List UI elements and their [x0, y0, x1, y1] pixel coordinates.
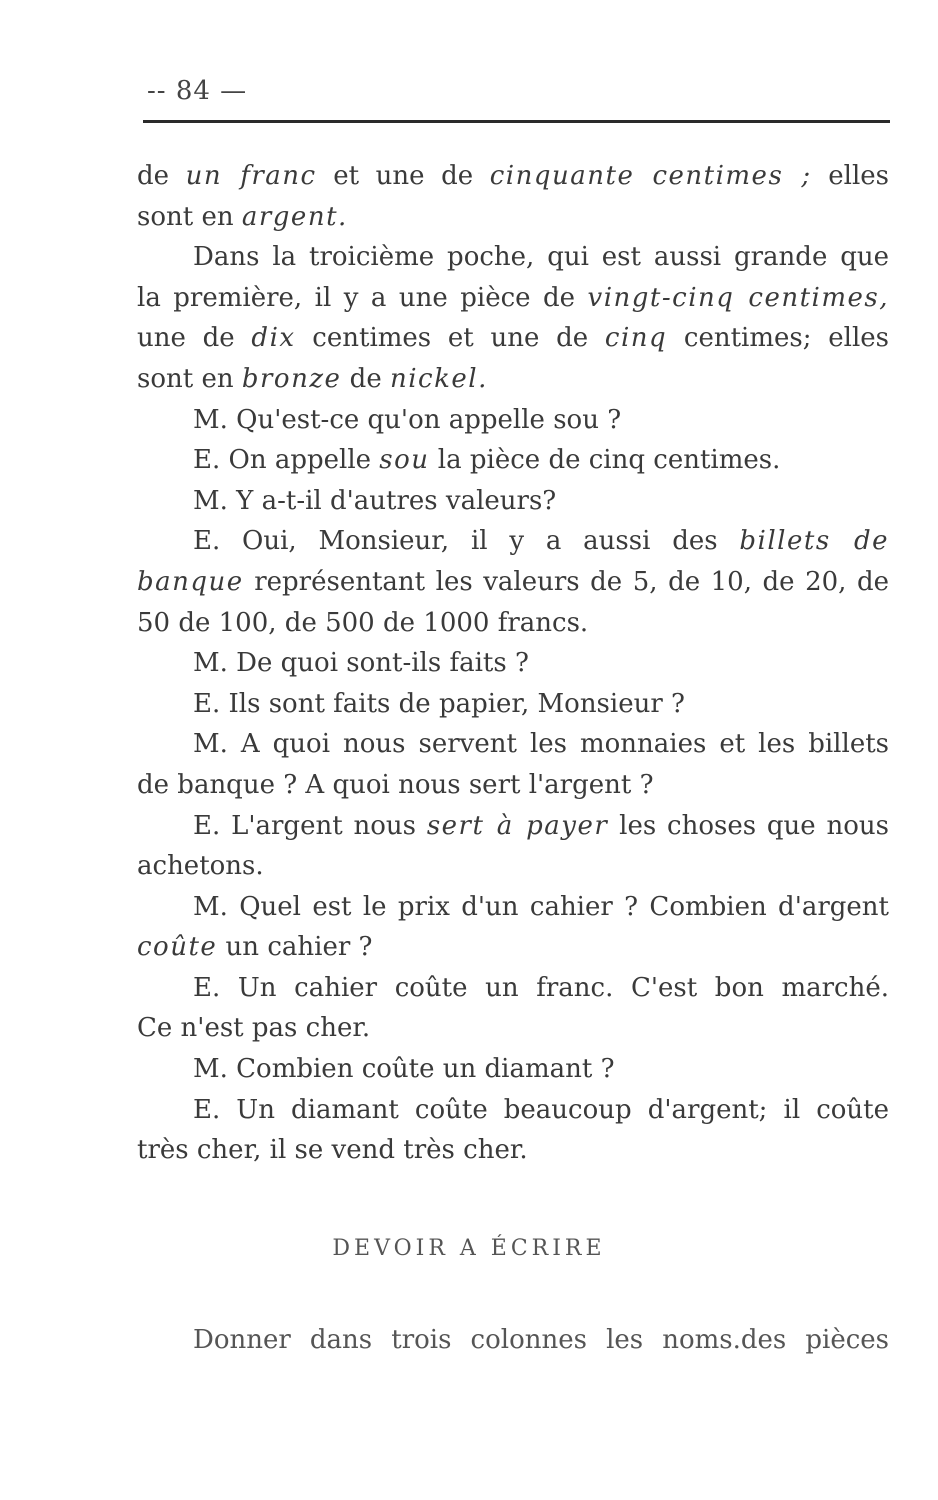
italic-term: banque — [137, 566, 244, 597]
italic-term: cinquante centimes ; — [489, 161, 812, 191]
text-line — [137, 724, 889, 765]
text-run: M. De quoi sont-ils faits ? — [193, 648, 529, 679]
text-line — [137, 643, 889, 684]
text-line — [137, 440, 889, 481]
text-line — [137, 887, 889, 928]
text-run: représentant les valeurs de 5, de 10, de 20, de — [243, 566, 889, 597]
text-line — [137, 237, 889, 278]
text-run: M. Qu'est-ce qu'on appelle sou ? — [193, 404, 622, 435]
italic-term: sou — [379, 445, 430, 476]
header-rule — [143, 120, 890, 123]
text-run: centimes et une de — [295, 323, 605, 354]
text-line — [137, 156, 889, 197]
text-line — [137, 968, 889, 1009]
text-line — [137, 1090, 889, 1131]
text-run: E. Oui, Monsieur, il y a aussi des — [193, 526, 740, 557]
text-run: M. Quel est le prix d'un cahier ? Combien d'argent — [193, 891, 889, 922]
text-line — [137, 765, 889, 806]
italic-term: vingt-cinq centimes, — [587, 282, 890, 313]
text-line — [137, 846, 889, 887]
text-run: la première, il y a une pièce de — [137, 282, 588, 313]
text-run: M. Y a-t-il d'autres valeurs? — [193, 485, 557, 516]
text-run: E. Ils sont faits de papier, Monsieur ? — [193, 688, 685, 719]
section-title: DEVOIR A ÉCRIRE — [332, 1236, 606, 1261]
text-run: Dans la troicième poche, qui est aussi grande que — [193, 242, 889, 273]
text-run: de — [137, 161, 186, 191]
text-run: très cher, il se vend très cher. — [137, 1135, 528, 1166]
text-run: E. Un cahier coûte un franc. C'est bon marché. — [193, 972, 889, 1003]
text-run: E. Un diamant coûte beaucoup d'argent; il coûte — [193, 1094, 889, 1125]
text-run: de — [341, 363, 390, 394]
text-line — [137, 521, 889, 562]
text-run: M. A quoi nous servent les monnaies et les billets — [193, 729, 889, 760]
italic-term: un franc — [185, 161, 317, 191]
italic-term: nickel. — [389, 363, 488, 394]
text-line — [137, 400, 889, 441]
text-line — [137, 562, 889, 603]
text-run: de banque ? A quoi nous sert l'argent ? — [137, 769, 654, 800]
text-line — [137, 684, 889, 725]
italic-term: billets de — [739, 526, 890, 557]
text-line — [137, 481, 889, 522]
italic-term: dix — [251, 323, 296, 354]
page-number-header: -- 84 — — [147, 76, 248, 106]
text-run: les choses que nous — [608, 810, 889, 841]
text-line — [137, 806, 889, 847]
text-line — [137, 1130, 889, 1171]
exercise-text — [137, 1320, 889, 1361]
text-line — [137, 603, 889, 644]
italic-term: bronze — [241, 363, 342, 394]
text-run: la pièce de cinq centimes. — [429, 445, 781, 476]
text-line — [137, 927, 889, 968]
text-line — [137, 1008, 889, 1049]
text-line — [137, 359, 889, 400]
text-run: et une de — [316, 161, 490, 191]
text-run: une de — [137, 323, 252, 354]
text-run: centimes; elles — [667, 323, 890, 354]
text-run: sont en — [137, 363, 242, 394]
text-run: E. L'argent nous — [193, 810, 427, 841]
text-run: un cahier ? — [217, 932, 373, 963]
italic-term: cinq — [604, 323, 668, 354]
text-run: M. Combien coûte un diamant ? — [193, 1054, 615, 1085]
text-run: elles — [811, 161, 890, 191]
text-run: Ce n'est pas cher. — [137, 1013, 371, 1044]
text-run: achetons. — [137, 851, 264, 882]
text-run: E. On appelle — [193, 445, 380, 476]
italic-term: argent. — [241, 201, 348, 232]
text-run: sont en — [137, 201, 242, 232]
text-line — [137, 197, 889, 238]
exercise-line: Donner dans trois colonnes les noms.des pièces — [193, 1325, 889, 1355]
italic-term: coûte — [137, 932, 218, 963]
italic-term: sert à payer — [426, 810, 609, 841]
text-line — [137, 1049, 889, 1090]
text-line — [137, 278, 889, 319]
text-run: 50 de 100, de 500 de 1000 francs. — [137, 607, 589, 638]
dialogue-body — [137, 156, 889, 1171]
text-line — [137, 318, 889, 359]
